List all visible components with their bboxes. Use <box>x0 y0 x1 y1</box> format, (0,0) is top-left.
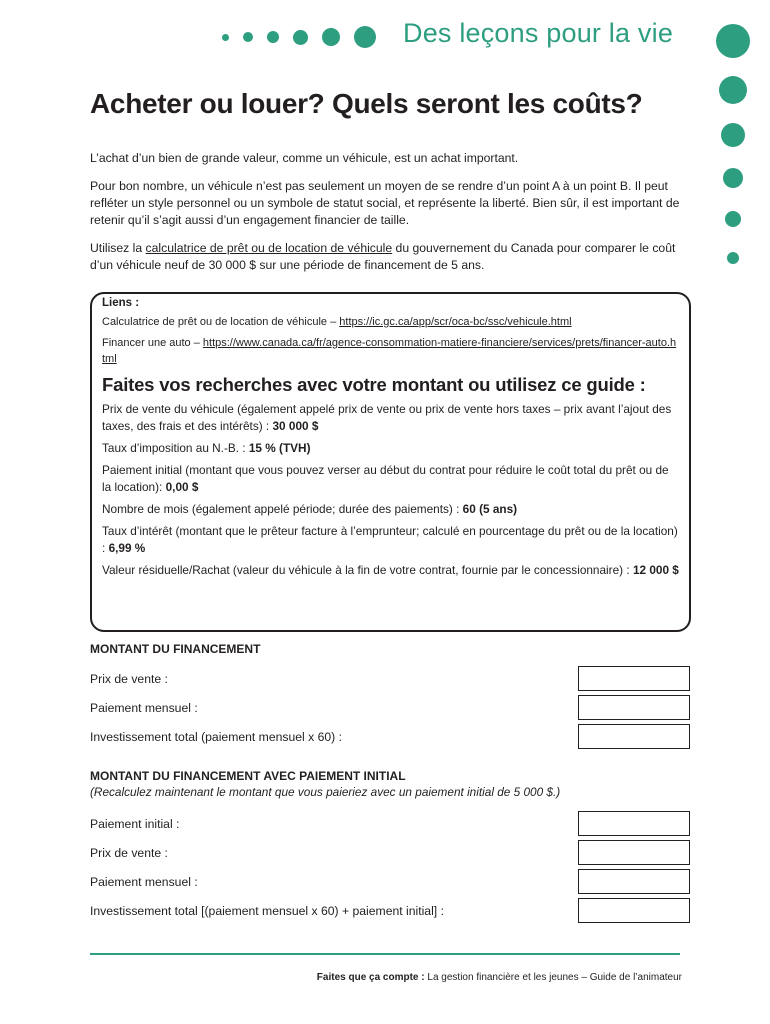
row-label: Prix de vente : <box>90 671 168 686</box>
link-2: Financer une auto – https://www.canada.ca/fr/agence-consommation-matiere-financiere/services/prets/financer-auto.html <box>102 337 677 365</box>
down-payment-field[interactable] <box>578 811 690 836</box>
row-label: Paiement initial : <box>90 816 180 831</box>
guide-item: Taux d’imposition au N.-B. : 15 % (TVH) <box>102 441 311 455</box>
research-guide-box <box>90 292 691 632</box>
section-title: MONTANT DU FINANCEMENT <box>90 642 261 656</box>
link-1-url[interactable]: https://ic.gc.ca/app/scr/oca-bc/ssc/vehicule.html <box>339 316 572 328</box>
sale-price-field[interactable] <box>578 840 690 865</box>
monthly-payment-field[interactable] <box>578 695 690 720</box>
sale-price-field[interactable] <box>578 666 690 691</box>
row-label: Investissement total (paiement mensuel x 60) : <box>90 729 342 744</box>
total-investment-field[interactable] <box>578 724 690 749</box>
row-label: Paiement mensuel : <box>90 874 198 889</box>
financing-section <box>90 642 690 751</box>
row-label: Prix de vente : <box>90 845 168 860</box>
section-note: (Recalculez maintenant le montant que vous paieriez avec un paiement initial de 5 000 $.) <box>90 785 561 799</box>
financing-downpayment-section <box>90 769 690 925</box>
footer: Faites que ça compte : La gestion financière et les jeunes – Guide de l’animateur <box>316 972 682 983</box>
intro-paragraph-2: Pour bon nombre, un véhicule n’est pas seulement un moyen de se rendre d’un point A à un point B. Il peut refléter un style personnel ou un symbole de statut social, et représente la liberté. Bien sûr, il est important de retenir qu’il s’agit aussi d’un engagement financier de taille. <box>90 179 680 227</box>
monthly-payment-field[interactable] <box>578 869 690 894</box>
links-label: Liens : <box>102 297 140 309</box>
form-row <box>90 664 690 693</box>
brand-title: Des leçons pour la vie <box>403 18 674 48</box>
link-1: Calculatrice de prêt ou de location de véhicule – https://ic.gc.ca/app/scr/oca-bc/ssc/vehicule.html <box>102 316 572 328</box>
guide-item: Prix de vente du véhicule (également appelé prix de vente ou prix de vente hors taxes – prix avant l’ajout des taxes, des frais et des intérêts) : 30 000 $ <box>102 402 672 433</box>
form-row <box>90 809 690 838</box>
intro-paragraph-1: L’achat d’un bien de grande valeur, comme un véhicule, est un achat important. <box>90 151 519 165</box>
guide-item: Nombre de mois (également appelé période; durée des paiements) : 60 (5 ans) <box>102 502 518 516</box>
header-dots-decoration <box>222 22 390 52</box>
form-row <box>90 896 690 925</box>
form-row <box>90 838 690 867</box>
page-title: Acheter ou louer? Quels seront les coûts? <box>90 88 643 119</box>
footer-divider <box>90 953 680 955</box>
guide-heading: Faites vos recherches avec votre montant ou utilisez ce guide : <box>102 374 646 395</box>
section-title: MONTANT DU FINANCEMENT AVEC PAIEMENT INITIAL <box>90 769 406 783</box>
intro-paragraph-3: Utilisez la calculatrice de prêt ou de location de véhicule du gouvernement du Canada pour comparer le coût d’un véhicule neuf de 30 000 $ sur une période de financement de 5 ans. <box>90 241 676 272</box>
row-label: Paiement mensuel : <box>90 700 198 715</box>
form-row <box>90 722 690 751</box>
form-row <box>90 693 690 722</box>
guide-item: Taux d’intérêt (montant que le prêteur facture à l’emprunteur; calculé en pourcentage du prêt ou de la location) : 6,99 % <box>102 524 678 555</box>
total-investment-field[interactable] <box>578 898 690 923</box>
calculator-link[interactable]: calculatrice de prêt ou de location de véhicule <box>145 241 393 255</box>
guide-item: Valeur résiduelle/Rachat (valeur du véhicule à la fin de votre contrat, fournie par le concessionnaire) : 12 000 $ <box>102 563 679 577</box>
guide-item: Paiement initial (montant que vous pouvez verser au début du contrat pour réduire le coût total du prêt ou de la location): 0,00 $ <box>102 463 669 494</box>
link-2-url[interactable]: https://www.canada.ca/fr/agence-consommation-matiere-financiere/services/prets/financer-auto.html <box>102 337 677 365</box>
row-label: Investissement total [(paiement mensuel x 60) + paiement initial] : <box>90 903 444 918</box>
form-row <box>90 867 690 896</box>
